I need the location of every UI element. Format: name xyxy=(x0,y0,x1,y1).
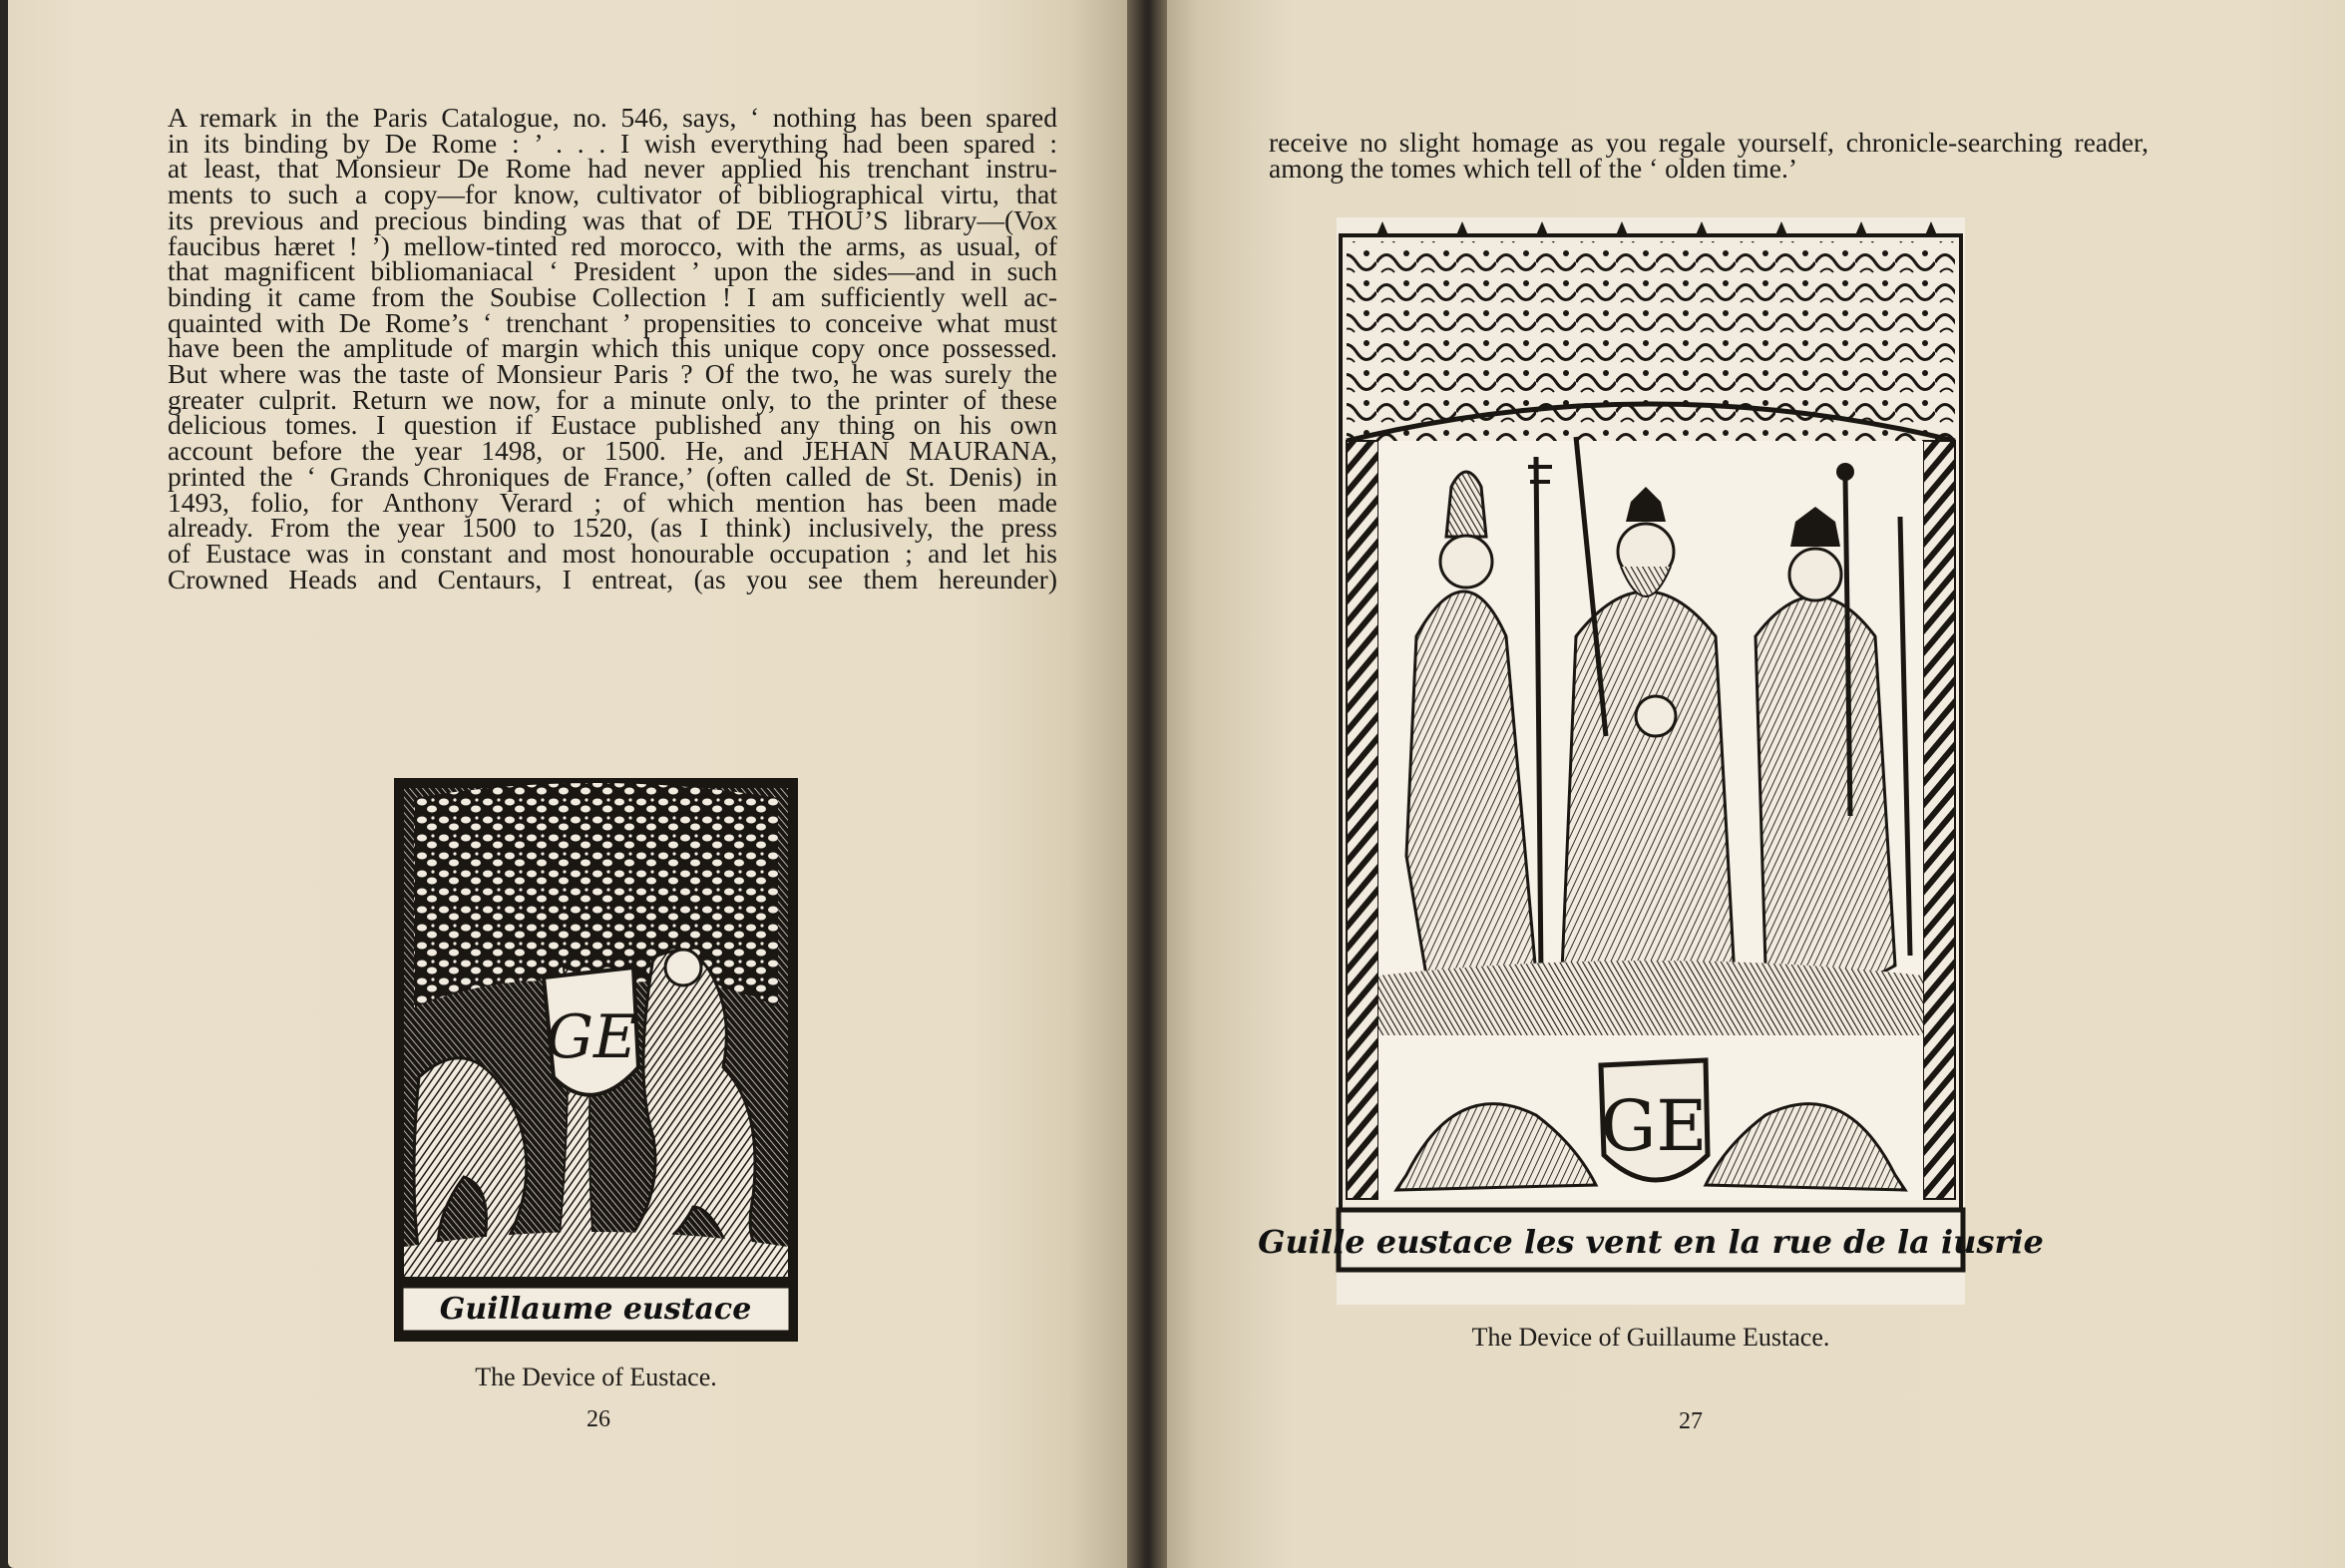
monogram: GE xyxy=(1600,1085,1708,1167)
book-gutter xyxy=(1127,0,1167,1568)
text-line: But where was the taste of Monsieur Paris ? Of the two, he was surely the xyxy=(168,358,1057,390)
monogram: GE xyxy=(546,1002,637,1072)
text-line: ments to such a copy—for know, cultivator of bibliographical virtu, that xyxy=(168,179,1057,210)
text-line: of Eustace was in constant and most honourable occupation ; and let his xyxy=(168,537,1057,569)
left-page-body-text xyxy=(168,102,1057,594)
woodcut-illustration xyxy=(394,778,798,1342)
text-line: Crowned Heads and Centaurs, I entreat, (as you see them hereunder) xyxy=(168,563,1057,594)
text-line: have been the amplitude of margin which this unique copy once possessed. xyxy=(168,332,1057,364)
text-line: in its binding by De Rome : ’ . . . I wish everything had been spared : xyxy=(168,127,1057,159)
eustace-device-woodcut xyxy=(394,778,798,1342)
text-line: receive no slight homage as you regale yourself, chronicle-searching reader, xyxy=(1269,127,2149,158)
woodcut-banner-text: Guillaume eustace xyxy=(439,1292,752,1327)
text-line: 1493, folio, for Anthony Verard ; of which mention has been made xyxy=(168,486,1057,518)
woodcut-banner-text: Guille eustace les vent en la rue de la iusrie xyxy=(1258,1223,2044,1261)
text-line: printed the ‘ Grands Chroniques de France,’ (often called de St. Denis) in xyxy=(168,460,1057,492)
text-line: at least, that Monsieur De Rome had never applied his trenchant instru- xyxy=(168,153,1057,185)
guillaume-eustace-device-woodcut xyxy=(1258,217,2044,1305)
text-line: A remark in the Paris Catalogue, no. 546, says, ‘ nothing has been spared xyxy=(168,102,1057,133)
text-line: its previous and precious binding was that of DE THOU’S library—(Vox xyxy=(168,203,1057,235)
text-line: delicious tomes. I question if Eustace published any thing on his own xyxy=(168,409,1057,441)
right-figure-caption: The Device of Guillaume Eustace. xyxy=(1471,1323,1830,1352)
text-line: quainted with De Rome’s ‘ trenchant ’ propensities to conceive what must xyxy=(168,306,1057,338)
left-page-number: 26 xyxy=(586,1406,610,1432)
left-figure-caption: The Device of Eustace. xyxy=(475,1363,717,1391)
text-line: among the tomes which tell of the ‘ olden time.’ xyxy=(1269,153,1798,184)
right-page-body-text xyxy=(1269,127,2149,184)
text-line: binding it came from the Soubise Collection ! I am sufficiently well ac- xyxy=(168,280,1057,312)
right-page-number: 27 xyxy=(1679,1408,1703,1434)
text-line: faucibus hæret ! ’) mellow-tinted red morocco, with the arms, as usual, of xyxy=(168,229,1057,261)
text-line: account before the year 1498, or 1500. He, and JEHAN MAURANA, xyxy=(168,435,1057,467)
text-line: already. From the year 1500 to 1520, (as I think) inclusively, the press xyxy=(168,512,1057,544)
text-line: greater culprit. Return we now, for a minute only, to the printer of these xyxy=(168,383,1057,415)
text-line: that magnificent bibliomaniacal ‘ President ’ upon the sides—and in such xyxy=(168,255,1057,287)
woodcut-illustration xyxy=(1258,217,2044,1305)
